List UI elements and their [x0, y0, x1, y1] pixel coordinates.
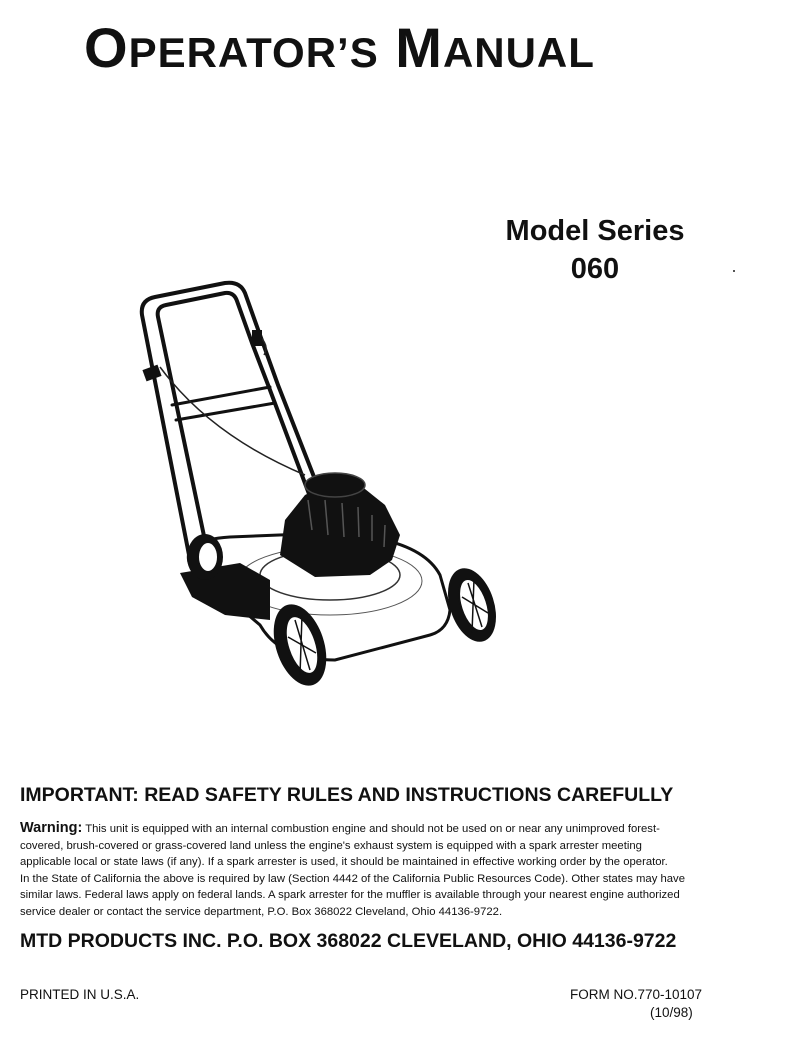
warning-text-5: similar laws. Federal laws apply on federal lands. A spark arrester for the muffler is available through your nearest engine authorized — [20, 889, 680, 901]
warning-text-1: This unit is equipped with an internal combustion engine and should not be used on or near any unimproved forest- — [85, 823, 660, 835]
warning-label: Warning: — [20, 820, 83, 836]
warning-text-6: service dealer or contact the service department, P.O. Box 368022 Cleveland, Ohio 44136-9722. — [20, 905, 503, 918]
scan-speck — [733, 270, 735, 272]
title-word-operators: PERATOR’S — [128, 29, 379, 76]
form-number: FORM NO.770-10107 — [570, 987, 703, 1002]
engine — [280, 473, 400, 577]
warning-text-3: applicable local or state laws (if any). If a spark arrester is used, it should be maintained in effective working order by the operator. — [20, 856, 668, 868]
title-initial-m: M — [395, 16, 443, 79]
rear-left-wheel — [187, 534, 223, 580]
model-series-label: Model Series — [505, 215, 685, 247]
handle-knob — [252, 330, 262, 346]
title-word-manual: ANUAL — [442, 29, 595, 76]
warning-text-4: In the State of California the above is required by law (Section 4442 of the California Public Resources Code). Other states may have — [20, 872, 685, 885]
model-series-number: 060 — [570, 253, 620, 285]
printed-in: PRINTED IN U.S.A. — [20, 987, 140, 1002]
title-initial-o: O — [84, 16, 129, 79]
warning-paragraph — [20, 820, 780, 920]
form-number-block — [570, 986, 730, 1022]
warning-text-2: covered, brush-covered or grass-covered land unless the engine's exhaust system is equipped with a spark arrester meeting — [20, 839, 642, 852]
form-date: (10/98) — [650, 1005, 693, 1020]
warning-line-1 — [20, 820, 780, 838]
company-address: MTD PRODUCTS INC. P.O. BOX 368022 CLEVELAND, OHIO 44136-9722 — [20, 930, 677, 952]
lawn-mower-icon — [130, 275, 510, 695]
safety-heading: IMPORTANT: READ SAFETY RULES AND INSTRUCTIONS CAREFULLY — [20, 784, 674, 806]
bail-lever — [142, 365, 161, 382]
page-title — [84, 16, 724, 85]
control-cable — [160, 335, 305, 475]
